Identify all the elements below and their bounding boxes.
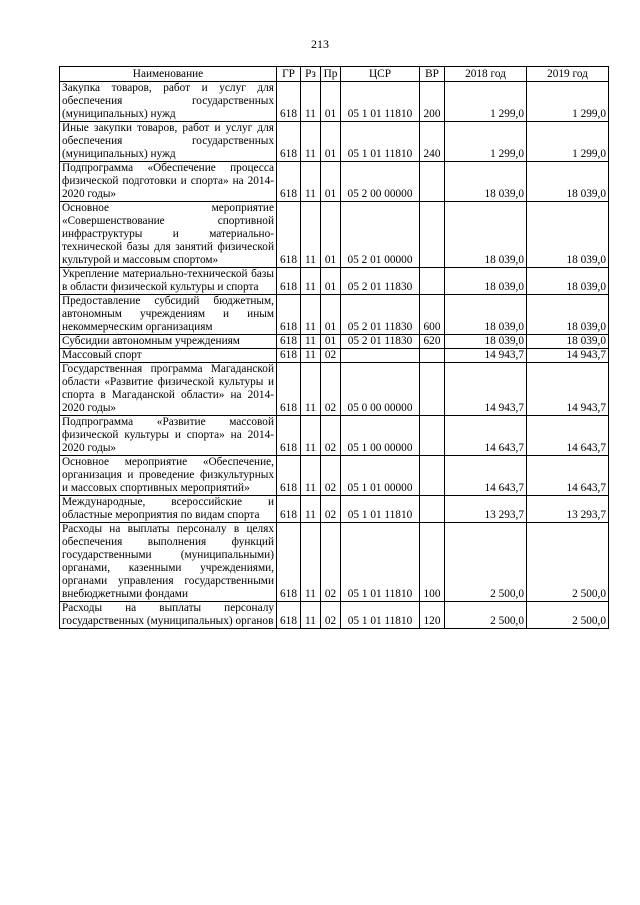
table-row	[60, 456, 609, 496]
page-number: 213	[311, 37, 329, 51]
row-name: Расходы на выплаты персоналу государственных (муниципальных) органов	[60, 602, 277, 629]
row-gr: 618	[277, 202, 301, 268]
row-2018: 18 039,0	[445, 295, 527, 335]
table-row	[60, 268, 609, 295]
row-vr	[420, 416, 445, 456]
row-gr: 618	[277, 82, 301, 122]
row-csr: 05 1 00 00000	[341, 416, 420, 456]
row-rz: 11	[301, 268, 321, 295]
row-vr: 120	[420, 602, 445, 629]
header-rz: Рз	[301, 67, 321, 82]
row-2019: 18 039,0	[527, 335, 609, 349]
row-pr: 02	[321, 416, 341, 456]
row-csr: 05 2 01 11830	[341, 295, 420, 335]
row-csr: 05 1 01 00000	[341, 456, 420, 496]
row-2018: 2 500,0	[445, 523, 527, 602]
row-name: Расходы на выплаты персоналу в целях обеспечения выполнения функций государственными (муниципальными) органами, казенными учреждениями, органами управления государственными внебюджетными фондами	[60, 523, 277, 602]
row-vr	[420, 268, 445, 295]
row-vr: 240	[420, 122, 445, 162]
row-gr: 618	[277, 363, 301, 416]
row-pr: 02	[321, 363, 341, 416]
row-gr: 618	[277, 496, 301, 523]
header-row	[60, 67, 609, 82]
row-gr: 618	[277, 416, 301, 456]
row-name: Основное мероприятие «Совершенствование спортивной инфраструктуры и материально-технической базы для занятий физической культурой и массовым спортом»	[60, 202, 277, 268]
row-rz: 11	[301, 202, 321, 268]
row-name: Предоставление субсидий бюджетным, автономным учреждениям и иным некоммерческим организациям	[60, 295, 277, 335]
row-2019: 18 039,0	[527, 162, 609, 202]
header-gr: ГР	[277, 67, 301, 82]
row-rz: 11	[301, 416, 321, 456]
row-name: Массовый спорт	[60, 349, 277, 363]
row-name: Закупка товаров, работ и услуг для обеспечения государственных (муниципальных) нужд	[60, 82, 277, 122]
row-csr: 05 2 00 00000	[341, 162, 420, 202]
row-pr: 01	[321, 268, 341, 295]
row-2019: 1 299,0	[527, 82, 609, 122]
header-pr: Пр	[321, 67, 341, 82]
row-pr: 01	[321, 122, 341, 162]
table-row	[60, 496, 609, 523]
table-row	[60, 363, 609, 416]
row-gr: 618	[277, 602, 301, 629]
row-csr: 05 1 01 11810	[341, 523, 420, 602]
row-2019: 14 643,7	[527, 456, 609, 496]
row-rz: 11	[301, 602, 321, 629]
row-2019: 14 943,7	[527, 363, 609, 416]
row-2019: 18 039,0	[527, 295, 609, 335]
row-2018: 14 943,7	[445, 363, 527, 416]
row-2018: 18 039,0	[445, 162, 527, 202]
row-2018: 18 039,0	[445, 268, 527, 295]
row-gr: 618	[277, 295, 301, 335]
row-2019: 14 643,7	[527, 416, 609, 456]
header-name: Наименование	[60, 67, 277, 82]
row-csr: 05 1 01 11810	[341, 82, 420, 122]
header-2018: 2018 год	[445, 67, 527, 82]
table-row	[60, 162, 609, 202]
row-rz: 11	[301, 82, 321, 122]
row-rz: 11	[301, 122, 321, 162]
budget-table	[59, 66, 609, 629]
header-vr: ВР	[420, 67, 445, 82]
row-2019: 18 039,0	[527, 202, 609, 268]
row-csr: 05 2 01 00000	[341, 202, 420, 268]
row-gr: 618	[277, 335, 301, 349]
row-pr: 02	[321, 496, 341, 523]
row-pr: 02	[321, 456, 341, 496]
row-pr: 02	[321, 349, 341, 363]
row-2019: 18 039,0	[527, 268, 609, 295]
row-gr: 618	[277, 268, 301, 295]
row-vr	[420, 202, 445, 268]
row-gr: 618	[277, 162, 301, 202]
table-row	[60, 202, 609, 268]
row-vr	[420, 349, 445, 363]
table-row	[60, 602, 609, 629]
row-name: Подпрограмма «Обеспечение процесса физической подготовки и спорта» на 2014-2020 годы»	[60, 162, 277, 202]
row-rz: 11	[301, 162, 321, 202]
row-gr: 618	[277, 523, 301, 602]
row-vr	[420, 456, 445, 496]
row-csr: 05 1 01 11810	[341, 602, 420, 629]
row-rz: 11	[301, 295, 321, 335]
row-name: Основное мероприятие «Обеспечение, организация и проведение физкультурных и массовых спортивных мероприятий»	[60, 456, 277, 496]
row-name: Иные закупки товаров, работ и услуг для обеспечения государственных (муниципальных) нужд	[60, 122, 277, 162]
row-vr	[420, 496, 445, 523]
row-2018: 18 039,0	[445, 335, 527, 349]
row-pr: 01	[321, 295, 341, 335]
row-csr: 05 0 00 00000	[341, 363, 420, 416]
row-rz: 11	[301, 496, 321, 523]
row-name: Укрепление материально-технической базы в области физической культуры и спорта	[60, 268, 277, 295]
row-pr: 01	[321, 335, 341, 349]
row-vr: 200	[420, 82, 445, 122]
row-gr: 618	[277, 122, 301, 162]
table-row	[60, 122, 609, 162]
row-vr: 100	[420, 523, 445, 602]
table-row	[60, 523, 609, 602]
row-pr: 02	[321, 523, 341, 602]
row-2018: 2 500,0	[445, 602, 527, 629]
row-rz: 11	[301, 363, 321, 416]
row-2019: 14 943,7	[527, 349, 609, 363]
row-csr	[341, 349, 420, 363]
header-csr: ЦСР	[341, 67, 420, 82]
row-csr: 05 1 01 11810	[341, 122, 420, 162]
row-2019: 2 500,0	[527, 602, 609, 629]
row-vr	[420, 363, 445, 416]
table-row	[60, 82, 609, 122]
row-2019: 2 500,0	[527, 523, 609, 602]
row-name: Международные, всероссийские и областные мероприятия по видам спорта	[60, 496, 277, 523]
row-csr: 05 2 01 11830	[341, 268, 420, 295]
row-csr: 05 1 01 11810	[341, 496, 420, 523]
row-pr: 01	[321, 82, 341, 122]
row-pr: 01	[321, 162, 341, 202]
row-gr: 618	[277, 456, 301, 496]
row-2019: 1 299,0	[527, 122, 609, 162]
row-2018: 14 643,7	[445, 456, 527, 496]
row-rz: 11	[301, 335, 321, 349]
row-2018: 13 293,7	[445, 496, 527, 523]
header-2019: 2019 год	[527, 67, 609, 82]
table-row	[60, 349, 609, 363]
row-name: Подпрограмма «Развитие массовой физической культуры и спорта» на 2014-2020 годы»	[60, 416, 277, 456]
row-name: Субсидии автономным учреждениям	[60, 335, 277, 349]
row-name: Государственная программа Магаданской области «Развитие физической культуры и спорта в Магаданской области» на 2014-2020 годы»	[60, 363, 277, 416]
row-pr: 01	[321, 202, 341, 268]
row-2019: 13 293,7	[527, 496, 609, 523]
row-2018: 18 039,0	[445, 202, 527, 268]
row-rz: 11	[301, 349, 321, 363]
row-rz: 11	[301, 456, 321, 496]
row-pr: 02	[321, 602, 341, 629]
row-rz: 11	[301, 523, 321, 602]
row-vr: 600	[420, 295, 445, 335]
row-gr: 618	[277, 349, 301, 363]
row-2018: 14 643,7	[445, 416, 527, 456]
row-csr: 05 2 01 11830	[341, 335, 420, 349]
row-2018: 1 299,0	[445, 122, 527, 162]
table-row	[60, 335, 609, 349]
row-2018: 1 299,0	[445, 82, 527, 122]
table-row	[60, 416, 609, 456]
row-vr: 620	[420, 335, 445, 349]
row-vr	[420, 162, 445, 202]
table-row	[60, 295, 609, 335]
row-2018: 14 943,7	[445, 349, 527, 363]
